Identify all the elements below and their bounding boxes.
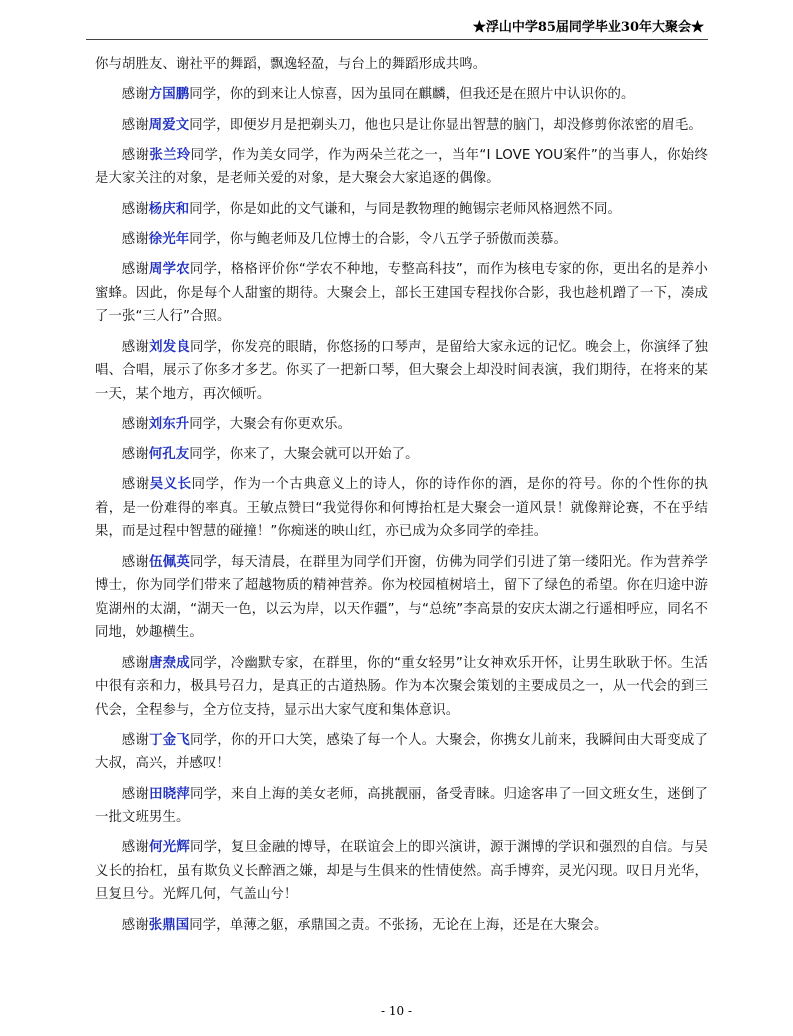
paragraph [95, 336, 708, 407]
paragraph [95, 53, 708, 77]
paragraph [95, 443, 708, 467]
paragraph [95, 914, 708, 938]
paragraph-text: 同学，你的到来让人惊喜，因为虽同在麒麟，但我还是在照片中认识你的。 [189, 87, 635, 103]
paragraph-text: 同学，作为美女同学，作为两朵兰花之一，当年“I LOVE YOU案件”的当事人，你始终是大家关注的对象，是老师关爱的对象，是大聚会大家追逐的偶像。 [95, 147, 708, 187]
page-number: - 10 - [380, 1004, 412, 1018]
classmate-name: 张兰玲 [149, 147, 191, 163]
classmate-name: 刘发良 [149, 339, 190, 355]
paragraph-text: 同学，单薄之躯，承鼎国之责。不张扬，无论在上海，还是在大聚会。 [189, 917, 608, 933]
paragraph-prefix: 感谢 [121, 87, 149, 103]
classmate-name: 何光辉 [149, 840, 190, 856]
paragraph [95, 652, 708, 723]
paragraph-text: 同学，即便岁月是把剃头刀，他也只是让你显出智慧的脑门，却没修剪你浓密的眉毛。 [189, 117, 702, 133]
paragraph-prefix: 感谢 [121, 655, 150, 671]
paragraph [95, 198, 708, 222]
paragraph [95, 114, 708, 138]
paragraph-prefix: 感谢 [121, 416, 149, 432]
classmate-name: 唐焘成 [149, 655, 190, 671]
classmate-name: 杨庆和 [148, 201, 190, 217]
paragraph-text: 同学，大聚会有你更欢乐。 [189, 416, 352, 432]
paragraph [95, 836, 708, 907]
paragraph [95, 783, 708, 830]
paragraph-prefix: 感谢 [121, 447, 149, 463]
paragraph-text: 同学，每天清晨，在群里为同学们开窗，仿佛为同学们引进了第一缕阳光。作为营养学博士，你为同学们带来了超越物质的精神营养。你为校园植树培土，留下了绿色的希望。你在归途中游览湖州的太湖，“湖天一色，以云为岸，以天作疆”，与“总统”李高景的安庆太湖之行遥相呼应，同名不同地，妙趣横生。 [95, 554, 709, 641]
paragraph-prefix: 感谢 [121, 231, 149, 247]
classmate-name: 吴义长 [149, 477, 192, 493]
paragraph [95, 228, 708, 252]
paragraph-text: 同学，你是如此的文气谦和，与同是教物理的鲍锡宗老师风格迥然不同。 [189, 201, 621, 217]
classmate-name: 刘东升 [148, 416, 190, 432]
document-header: ★浮山中学85届同学毕业30年大聚会★ [472, 20, 704, 35]
paragraph-text: 同学，你的开口大笑，感染了每一个人。大聚会，你携女儿前来，我瞬间由大哥变成了大叔，高兴，并感叹！ [95, 732, 709, 772]
paragraph [95, 551, 708, 645]
paragraph [95, 413, 708, 437]
paragraph-text: 同学，你发亮的眼睛，你悠扬的口琴声，是留给大家永远的记忆。晚会上，你演绎了独唱、合唱，展示了你多才多艺。你买了一把新口琴，但大聚会上却没时间表演，我们期待，在将来的某一天，某个地方，再次倾听。 [95, 339, 709, 402]
classmate-name: 周爱文 [148, 117, 190, 133]
classmate-name: 伍佩英 [149, 554, 190, 570]
paragraph-prefix: 感谢 [121, 117, 149, 133]
classmate-name: 丁金飞 [149, 732, 190, 748]
paragraph-prefix: 感谢 [121, 840, 150, 856]
paragraph-prefix: 感谢 [121, 201, 149, 217]
paragraph-prefix: 感谢 [121, 477, 150, 493]
paragraph [95, 258, 708, 329]
classmate-name: 周学农 [149, 262, 190, 278]
paragraph [95, 83, 708, 107]
paragraph-prefix: 感谢 [121, 262, 150, 278]
paragraph-prefix: 感谢 [121, 339, 150, 355]
classmate-name: 田晓萍 [149, 786, 190, 802]
classmate-name: 张鼎国 [148, 917, 190, 933]
paragraph-text: 同学，你来了，大聚会就可以开始了。 [189, 447, 419, 463]
paragraph-text: 同学，来自上海的美女老师，高挑靓丽，备受青睐。归途客串了一回文班女生，迷倒了一批文班男生。 [95, 786, 709, 826]
paragraph-prefix: 感谢 [121, 732, 150, 748]
paragraph-prefix: 感谢 [121, 786, 150, 802]
header-rule [86, 39, 708, 40]
paragraph-text: 同学，作为一个古典意义上的诗人，你的诗作你的酒，是你的符号。你的个性你的执着，是一份难得的率真。王敏点赞曰“我觉得你和何博抬杠是大聚会一道风景！就像辩论赛，不在乎结果，而是过程中智慧的碰撞！”你痴迷的映山红，亦已成为众多同学的牵挂。 [95, 477, 708, 540]
paragraph [95, 729, 708, 776]
paragraph-prefix: 感谢 [121, 917, 149, 933]
classmate-name: 徐光年 [148, 231, 190, 247]
paragraph [95, 144, 708, 191]
paragraph-text: 同学，复旦金融的博导，在联谊会上的即兴演讲，源于渊博的学识和强烈的自信。与吴义长的抬杠，虽有欺负义长醉酒之嫌，却是与生俱来的性情使然。高手博弈，灵光闪现。叹日月光华，旦复旦兮。光辉几何，气盖山兮！ [95, 840, 709, 903]
paragraph [95, 473, 708, 544]
classmate-name: 何孔友 [148, 447, 190, 463]
paragraph-prefix: 感谢 [121, 554, 150, 570]
document-body [95, 53, 708, 944]
classmate-name: 方国鹏 [148, 87, 190, 103]
paragraph-text: 你与胡胜友、谢社平的舞蹈，飘逸轻盈，与台上的舞蹈形成共鸣。 [95, 57, 487, 72]
paragraph-text: 同学，冷幽默专家，在群里，你的“重女轻男”让女神欢乐开怀，让男生耿耿于怀。生活中很有亲和力，极具号召力，是真正的古道热肠。作为本次聚会策划的主要成员之一，从一代会的到三代会，全程参与，全方位支持，显示出大家气度和集体意识。 [95, 655, 708, 718]
paragraph-text: 同学，你与鲍老师及几位博士的合影，令八五学子骄傲而羡慕。 [189, 231, 568, 247]
paragraph-prefix: 感谢 [121, 147, 150, 163]
paragraph-text: 同学，格格评价你“学农不种地，专整高科技”，而作为核电专家的你，更出名的是养小蜜蜂。因此，你是每个人甜蜜的期待。大聚会上，部长王建国专程找你合影，我也趁机蹭了一下，凑成了一张“三人行”合照。 [95, 262, 708, 325]
